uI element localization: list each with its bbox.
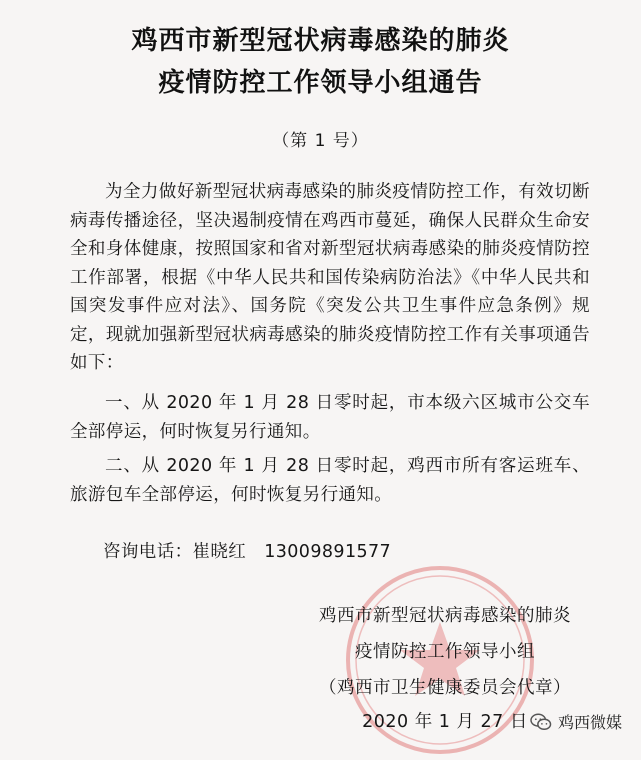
wechat-watermark — [530, 710, 622, 733]
contact-label: 咨询电话：崔晓红 — [103, 542, 247, 562]
notice-title-line2: 疫情防控工作领导小组通告 — [158, 68, 483, 98]
notice-date: 2020 年 1 月 27 日 — [362, 712, 528, 732]
item-two — [70, 452, 590, 509]
signature-line2: 疫情防控工作领导小组 — [355, 642, 535, 662]
intro-paragraph: 为全力做好新型冠状病毒感染的肺炎疫情防控工作，有效切断病毒传播途径，坚决遏制疫情在鸡西市蔓延，确保人民群众生命安全和身体健康，按照国家和省对新型冠状病毒感染的肺炎疫情防控工作部署，根据《中华人民共和国传染病防治法》《中华人民共和国突发事件应对法》、国务院《突发公共卫生事件应急条例》规定，现就加强新型冠状病毒感染的肺炎疫情防控工作有关事项通告如下： — [70, 182, 590, 373]
signature-line3: （鸡西市卫生健康委员会代章） — [319, 678, 571, 698]
item-one-text: 一、从 2020 年 1 月 28 日零时起，市本级六区城市公交车全部停运，何时恢复另行通知。 — [70, 393, 590, 442]
contact-phone: 13009891577 — [264, 542, 392, 562]
item-two-text: 二、从 2020 年 1 月 28 日零时起，鸡西市所有客运班车、旅游包车全部停运，何时恢复另行通知。 — [70, 456, 590, 505]
wechat-watermark-text: 鸡西微媒 — [558, 713, 623, 732]
item-one — [70, 389, 590, 446]
signature-line1: 鸡西市新型冠状病毒感染的肺炎 — [319, 606, 571, 626]
notice-title-line1: 鸡西市新型冠状病毒感染的肺炎 — [131, 26, 510, 56]
notice-number: （第 1 号） — [272, 131, 369, 151]
wechat-icon — [530, 712, 552, 732]
